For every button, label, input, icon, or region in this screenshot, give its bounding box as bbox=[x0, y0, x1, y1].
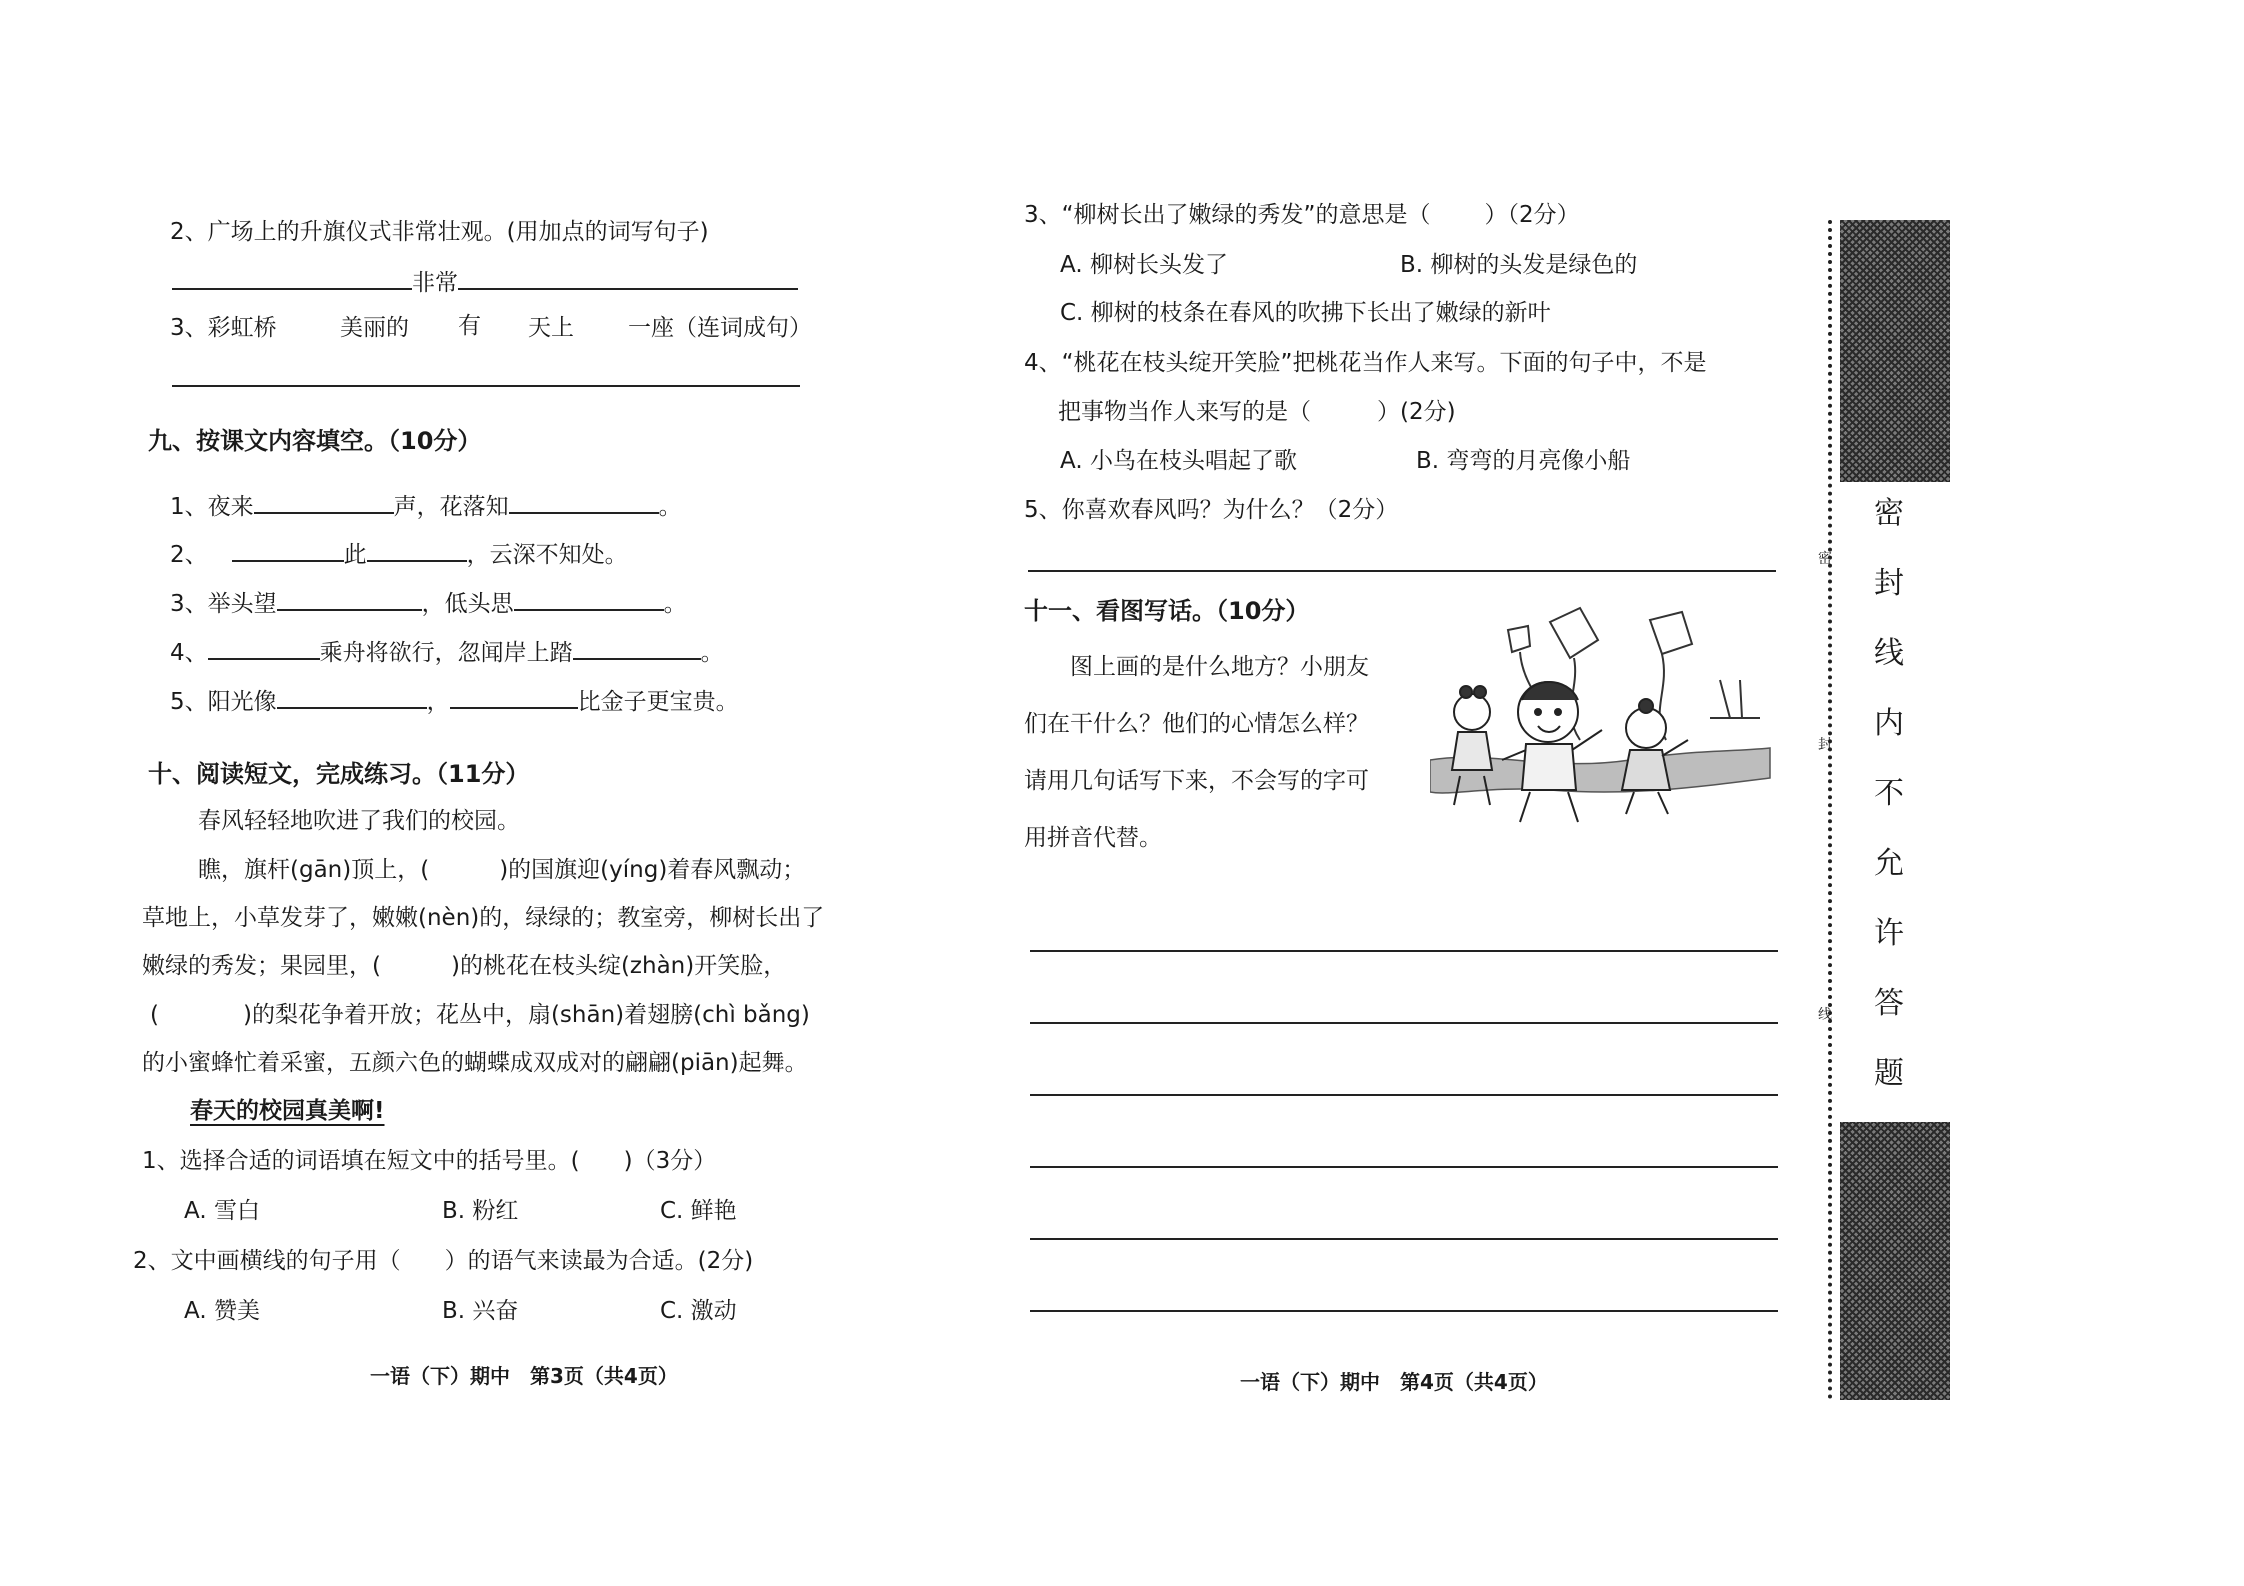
q10-4-option-a[interactable]: A. 小鸟在枝头唱起了歌 bbox=[1060, 448, 1297, 474]
q10-3-option-c[interactable]: C. 柳树的枝条在春风的吹拂下长出了嫩绿的新叶 bbox=[1060, 300, 1551, 326]
q10-4-prompt-line-2[interactable]: 把事物当作人来写的是（ ）(2分) bbox=[1058, 399, 1456, 425]
seal-hatched-box-bottom bbox=[1840, 1122, 1950, 1400]
q10-sub1-option-c[interactable]: C. 鲜艳 bbox=[660, 1198, 737, 1224]
passage-line-4: 嫩绿的秀发；果园里，( )的桃花在枝头绽(zhàn)开笑脸， bbox=[142, 953, 787, 979]
seal-small-char-3: 线 bbox=[1818, 1007, 1832, 1023]
q10-4-option-b[interactable]: B. 弯弯的月亮像小船 bbox=[1416, 448, 1631, 474]
seal-small-char-1: 密 bbox=[1818, 551, 1832, 567]
q10-title: 十、阅读短文，完成练习。（11分） bbox=[148, 760, 530, 788]
q10-4-prompt-line-1: 4、“桃花在枝头绽开笑脸”把桃花当作人来写。下面的句子中，不是 bbox=[1024, 350, 1707, 376]
q11-prompt-line-4: 用拼音代替。 bbox=[1024, 825, 1162, 851]
q9-item-3[interactable]: 3、举头望 ，低头思 。 bbox=[170, 587, 687, 619]
writing-line-3[interactable] bbox=[1030, 1094, 1778, 1096]
q10-3-prompt[interactable]: 3、“柳树长出了嫩绿的秀发”的意思是（ ）（2分） bbox=[1024, 202, 1580, 228]
q10-sub2-option-c[interactable]: C. 激动 bbox=[660, 1298, 737, 1324]
q9-item-5[interactable]: 5、阳光像 ， 比金子更宝贵。 bbox=[170, 685, 739, 717]
seal-char-2: 封 bbox=[1874, 566, 1904, 601]
seal-char-3: 线 bbox=[1874, 636, 1904, 671]
passage-line-1: 春风轻轻地吹进了我们的校园。 bbox=[198, 808, 520, 834]
right-page-footer: 一语（下）期中 第4页（共4页） bbox=[1240, 1370, 1548, 1394]
q10-sub2-option-a[interactable]: A. 赞美 bbox=[184, 1298, 260, 1324]
right-page bbox=[1000, 0, 2244, 1586]
q8-3-label: 3、彩虹桥 bbox=[170, 315, 277, 341]
q10-sub1-option-a[interactable]: A. 雪白 bbox=[184, 1198, 260, 1224]
q9-item-1[interactable]: 1、夜来 声，花落知 。 bbox=[170, 490, 682, 522]
seal-small-char-2: 封 bbox=[1818, 737, 1832, 753]
q9-title: 九、按课文内容填空。（10分） bbox=[148, 427, 482, 455]
q10-sub2-prompt[interactable]: 2、文中画横线的句子用（ ）的语气来读最为合适。(2分) bbox=[133, 1248, 754, 1274]
q8-3-word-2: 有 bbox=[458, 313, 481, 339]
kite-1 bbox=[1550, 608, 1598, 658]
left-page bbox=[0, 0, 1000, 1586]
seal-char-8: 答 bbox=[1874, 986, 1904, 1021]
seal-char-4: 内 bbox=[1874, 706, 1904, 741]
boy-middle bbox=[1502, 682, 1602, 822]
q11-title: 十一、看图写话。（10分） bbox=[1024, 597, 1310, 625]
writing-line-6[interactable] bbox=[1030, 1310, 1778, 1312]
writing-line-1[interactable] bbox=[1030, 950, 1778, 952]
kite-3 bbox=[1508, 626, 1530, 652]
seal-dotted-line bbox=[1828, 220, 1832, 1400]
passage-line-2: 瞧，旗杆(gān)顶上，( )的国旗迎(yíng)着春风飘动； bbox=[198, 857, 806, 883]
writing-line-5[interactable] bbox=[1030, 1238, 1778, 1240]
passage-line-5: ( )的梨花争着开放；花丛中，扇(shān)着翅膀(chì bǎng) bbox=[150, 1002, 810, 1028]
q11-prompt-line-1: 图上画的是什么地方？小朋友 bbox=[1070, 654, 1369, 680]
left-page-footer: 一语（下）期中 第3页（共4页） bbox=[370, 1364, 678, 1388]
writing-line-4[interactable] bbox=[1030, 1166, 1778, 1168]
kite-flying-illustration bbox=[1430, 600, 1780, 830]
passage-underlined-sentence: 春天的校园真美啊! bbox=[190, 1098, 385, 1124]
seal-hatched-box-top bbox=[1840, 220, 1950, 482]
q8-3-word-4: 一座（连词成句） bbox=[628, 315, 812, 341]
q11-prompt-line-2: 们在干什么？他们的心情怎么样？ bbox=[1024, 711, 1369, 737]
q10-sub2-option-b[interactable]: B. 兴奋 bbox=[442, 1298, 519, 1324]
kite-2 bbox=[1650, 612, 1692, 654]
q10-3-option-a[interactable]: A. 柳树长头发了 bbox=[1060, 252, 1228, 278]
q10-sub1-option-b[interactable]: B. 粉红 bbox=[442, 1198, 519, 1224]
q9-item-2[interactable]: 2、 此 ，云深不知处。 bbox=[170, 538, 628, 570]
passage-line-6: 的小蜜蜂忙着采蜜，五颜六色的蝴蝶成双成对的翩翩(piān)起舞。 bbox=[142, 1050, 808, 1076]
q8-3-word-3: 天上 bbox=[528, 315, 574, 341]
q8-3-word-1: 美丽的 bbox=[340, 315, 409, 341]
passage-line-3: 草地上，小草发芽了，嫩嫩(nèn)的，绿绿的；教室旁，柳树长出了 bbox=[142, 905, 825, 931]
writing-line-2[interactable] bbox=[1030, 1022, 1778, 1024]
seal-char-9: 题 bbox=[1874, 1056, 1904, 1091]
q8-2-answer-line[interactable]: 非常 bbox=[172, 266, 798, 298]
q10-3-option-b[interactable]: B. 柳树的头发是绿色的 bbox=[1400, 252, 1638, 278]
seal-char-6: 允 bbox=[1874, 846, 1904, 881]
seal-char-1: 密 bbox=[1874, 496, 1904, 531]
q8-3-answer-line[interactable] bbox=[172, 385, 800, 387]
q10-5-prompt: 5、你喜欢春风吗？为什么？（2分） bbox=[1024, 497, 1399, 523]
q11-prompt-line-3: 请用几句话写下来，不会写的字可 bbox=[1024, 768, 1369, 794]
seal-char-7: 许 bbox=[1874, 916, 1904, 951]
q10-sub1-prompt[interactable]: 1、选择合适的词语填在短文中的括号里。( )（3分） bbox=[142, 1148, 717, 1174]
q8-2-prompt: 2、广场上的升旗仪式非常壮观。(用加点的词写句子) bbox=[170, 219, 709, 245]
seal-char-5: 不 bbox=[1874, 776, 1904, 811]
q9-item-4[interactable]: 4、 乘舟将欲行，忽闻岸上踏 。 bbox=[170, 636, 724, 668]
q10-5-answer-line[interactable] bbox=[1028, 570, 1776, 572]
